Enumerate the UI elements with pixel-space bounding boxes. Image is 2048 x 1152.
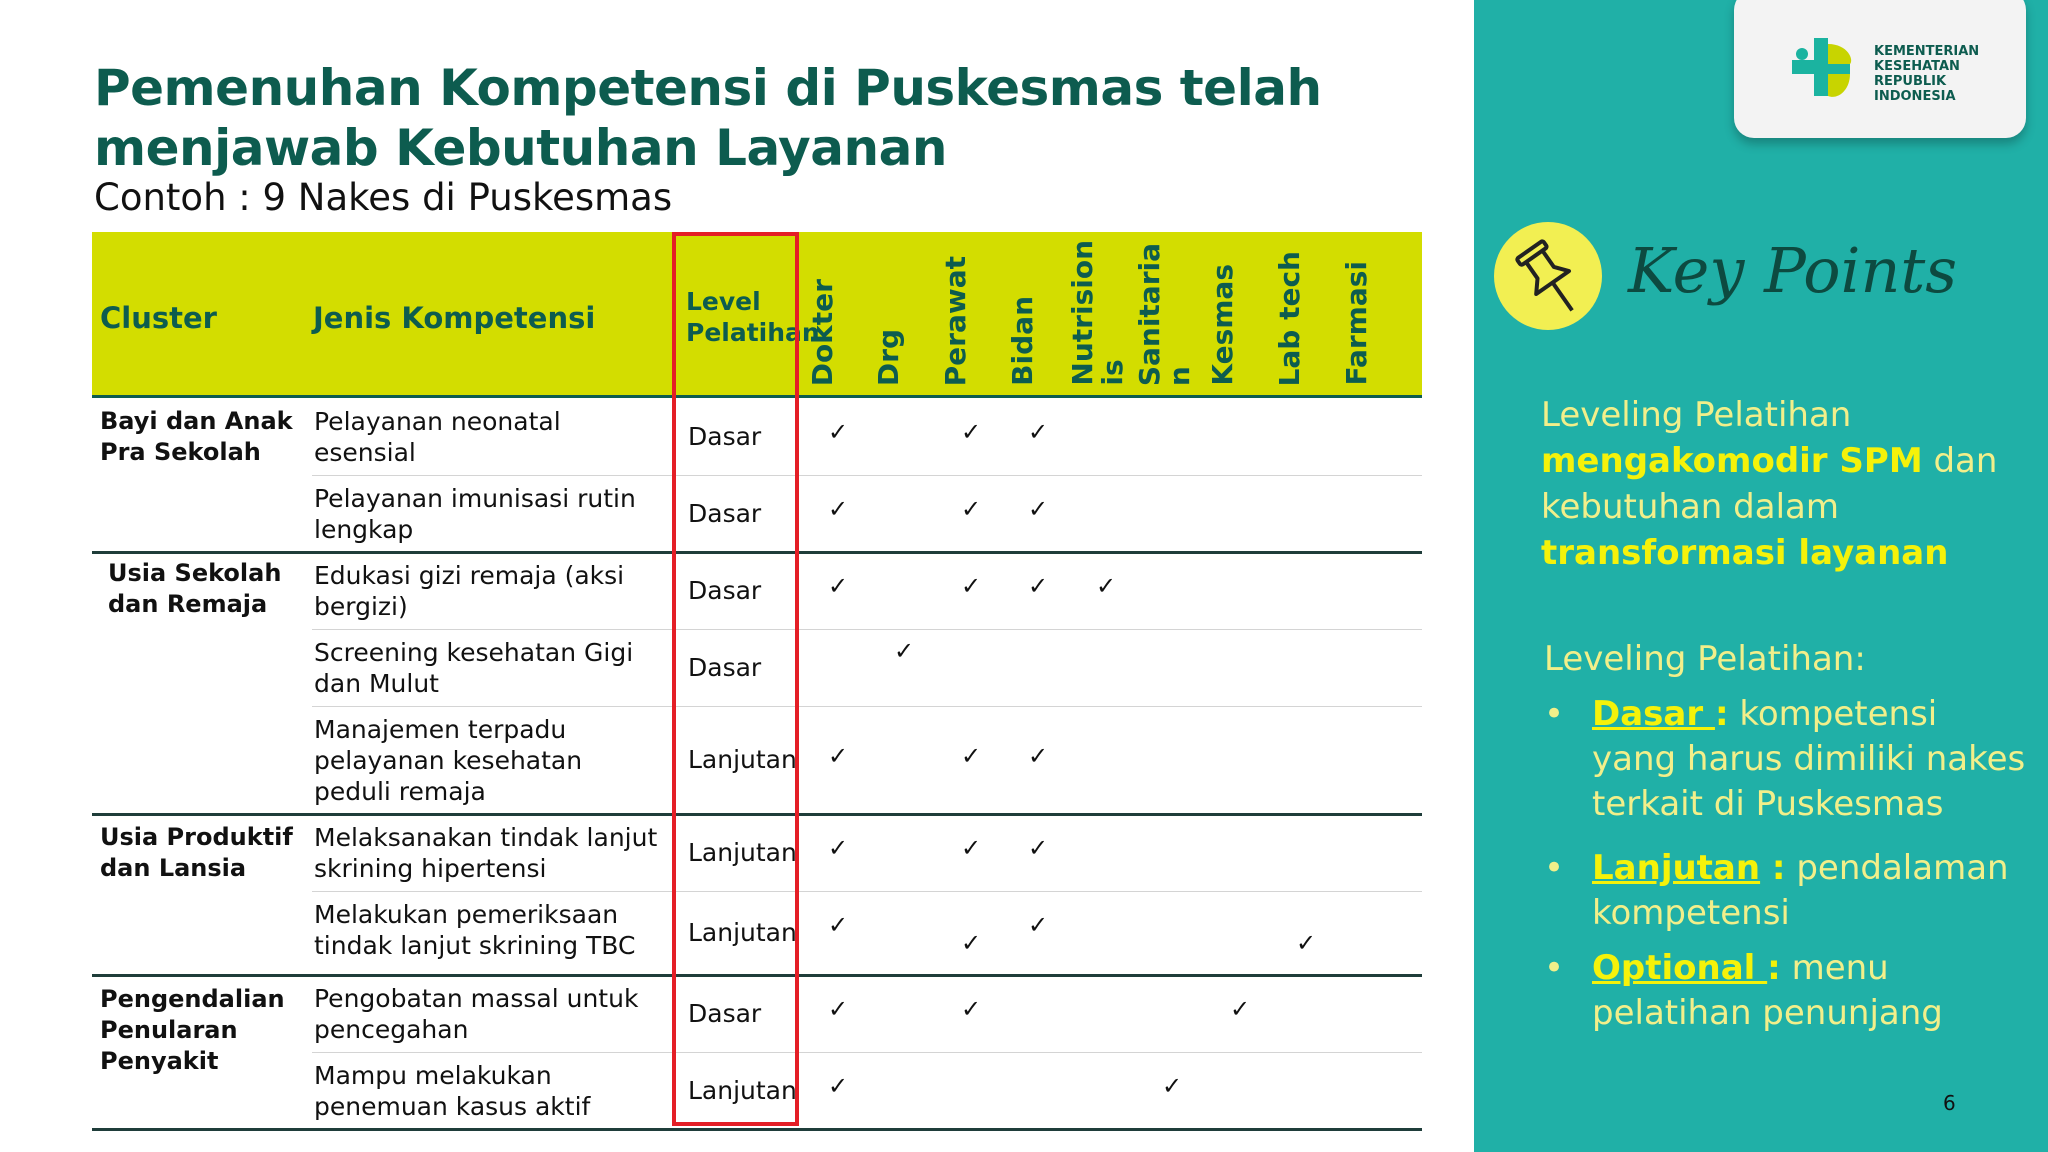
competency-cell: Melaksanakan tindak lanjut skrining hipertensi: [314, 823, 658, 883]
table-row: [92, 706, 1422, 814]
check-mark: ✓: [828, 495, 849, 523]
summary-highlight: transformasi layanan: [1541, 533, 1949, 573]
cluster-label: Usia Produktif dan Lansia: [100, 823, 293, 882]
header-profession: Perawat: [939, 255, 972, 386]
level-cell: Lanjutan: [688, 1075, 797, 1105]
header-profession: Drg: [872, 328, 905, 386]
check-mark: ✓: [1028, 742, 1049, 770]
competency-cell: Pelayanan imunisasi rutin lengkap: [314, 484, 636, 544]
competency-cell: Screening kesehatan Gigi dan Mulut: [314, 638, 634, 698]
check-mark: ✓: [1028, 834, 1049, 862]
bullet-term: Lanjutan: [1592, 848, 1761, 888]
bullet-term: Dasar: [1592, 694, 1715, 734]
bullet-separator: :: [1714, 694, 1729, 734]
row-divider: [312, 706, 1422, 707]
level-cell: Dasar: [688, 421, 762, 451]
bullet-dot: •: [1544, 948, 1565, 988]
level-cell: Dasar: [688, 998, 762, 1028]
check-mark: ✓: [828, 742, 849, 770]
level-cell: Lanjutan: [688, 918, 797, 947]
summary-highlight: mengakomodir SPM: [1541, 441, 1923, 481]
check-mark: ✓: [828, 995, 849, 1023]
check-mark: ✓: [961, 742, 982, 770]
header-profession: Farmasi: [1340, 261, 1373, 386]
level-cell: Dasar: [688, 575, 762, 605]
bullet-description: menu pelatihan penunjang: [1592, 948, 1943, 1033]
header-profession: Nutrision is: [1066, 240, 1129, 386]
competency-cell: Pelayanan neonatal esensial: [314, 407, 561, 467]
cluster-divider: [92, 551, 1422, 554]
competency-cell: Manajemen terpadu pelayanan kesehatan peduli remaja: [314, 715, 583, 806]
cluster-divider: [92, 1128, 1422, 1131]
bullet-dot: •: [1544, 694, 1565, 734]
ministry-logo-icon: [1784, 30, 1864, 110]
bullet-term: Optional: [1592, 948, 1768, 988]
check-mark: ✓: [961, 834, 982, 862]
check-mark: ✓: [828, 418, 849, 446]
leveling-summary: [1541, 392, 2021, 576]
cluster-divider: [92, 974, 1422, 977]
competency-table: [92, 232, 1422, 1130]
check-mark: ✓: [894, 637, 915, 665]
summary-text: dan kebutuhan dalam: [1541, 441, 1998, 527]
check-mark: ✓: [1028, 418, 1049, 446]
check-mark: ✓: [1230, 995, 1251, 1023]
check-mark: ✓: [828, 1072, 849, 1100]
level-cell: Lanjutan: [688, 745, 797, 774]
header-cluster: Cluster: [100, 301, 217, 335]
pushpin-icon: [1494, 222, 1602, 330]
check-mark: ✓: [961, 572, 982, 600]
cluster-divider: [92, 395, 1422, 398]
cluster-divider: [92, 813, 1422, 816]
leveling-title: Leveling Pelatihan:: [1544, 639, 1866, 679]
check-mark: ✓: [961, 929, 982, 957]
header-competency: Jenis Kompetensi: [313, 301, 596, 335]
bullet-separator: :: [1767, 948, 1781, 988]
check-mark: ✓: [961, 495, 982, 523]
check-mark: ✓: [828, 911, 849, 939]
competency-cell: Pengobatan massal untuk pencegahan: [314, 984, 639, 1044]
row-divider: [312, 475, 1422, 476]
check-mark: ✓: [1162, 1072, 1183, 1100]
level-cell: Lanjutan: [688, 837, 797, 867]
competency-cell: Mampu melakukan penemuan kasus aktif: [314, 1061, 591, 1121]
page-number: 6: [1943, 1091, 1956, 1115]
check-mark: ✓: [961, 418, 982, 446]
row-divider: [312, 629, 1422, 630]
bullet-description: pendalaman kompetensi: [1592, 848, 2009, 933]
check-mark: ✓: [1028, 911, 1049, 939]
bullet-description: kompetensi yang harus dimiliki nakes terkait di Puskesmas: [1592, 694, 2026, 824]
competency-cell: Edukasi gizi remaja (aksi bergizi): [314, 561, 625, 621]
level-cell: Dasar: [688, 652, 762, 682]
table-row: [92, 629, 1422, 706]
check-mark: ✓: [828, 572, 849, 600]
bullet-dot: •: [1544, 848, 1565, 888]
header-profession: Lab tech: [1273, 250, 1306, 386]
key-points-heading: Key Points: [1628, 234, 1958, 307]
level-cell: Dasar: [688, 498, 762, 528]
competency-cell: Melakukan pemeriksaan tindak lanjut skrining TBC: [314, 900, 636, 960]
check-mark: ✓: [1028, 572, 1049, 600]
row-divider: [312, 891, 1422, 892]
slide-title: Pemenuhan Kompetensi di Puskesmas telah menjawab Kebutuhan Layanan: [94, 59, 1322, 177]
check-mark: ✓: [961, 995, 982, 1023]
header-profession: Dokter: [806, 278, 839, 386]
slide-subtitle: Contoh : 9 Nakes di Puskesmas: [94, 176, 673, 219]
header-profession: Bidan: [1006, 296, 1039, 386]
check-mark: ✓: [1296, 929, 1317, 957]
cluster-label: Pengendalian Penularan Penyakit: [100, 985, 285, 1075]
ministry-logo-card: [1734, 0, 2026, 138]
cluster-label: Bayi dan Anak Pra Sekolah: [100, 407, 293, 466]
header-profession: Kesmas: [1206, 264, 1239, 386]
check-mark: ✓: [828, 834, 849, 862]
check-mark: ✓: [1096, 572, 1117, 600]
header-profession: Sanitaria n: [1133, 242, 1196, 386]
bullet-separator: :: [1760, 848, 1786, 888]
table-row: [92, 891, 1422, 975]
row-divider: [312, 1052, 1422, 1053]
check-mark: ✓: [1028, 495, 1049, 523]
pushpin-badge: [1494, 222, 1602, 330]
ministry-logo-text: KEMENTERIAN KESEHATAN REPUBLIK INDONESIA: [1874, 44, 1980, 104]
header-level: Level Pelatihan: [686, 287, 820, 347]
cluster-label: Usia Sekolah dan Remaja: [108, 559, 282, 618]
table-header: [92, 232, 1422, 396]
summary-text: Leveling Pelatihan: [1541, 395, 1852, 435]
table-row: [92, 475, 1422, 552]
